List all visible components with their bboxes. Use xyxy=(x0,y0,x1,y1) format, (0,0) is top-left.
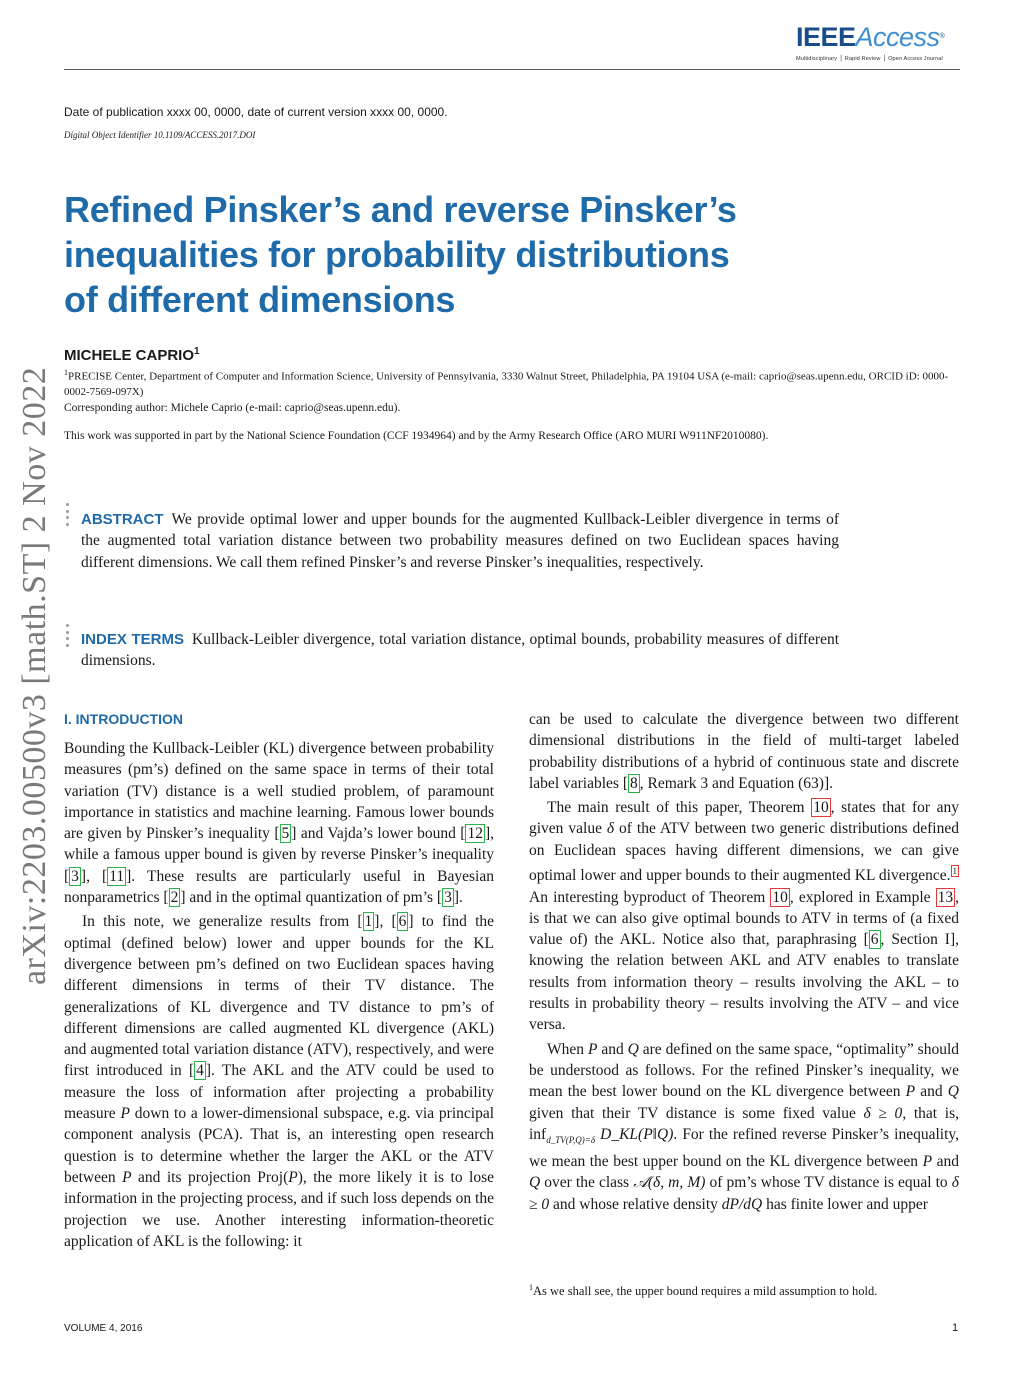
citation-link[interactable]: 11 xyxy=(109,867,125,885)
index-terms-dots xyxy=(66,624,70,650)
affiliation: $^1$PRECISE Center, Department of Computer and Information Science, University of Pennsylvania, 3330 Walnut Street, Philadelphia, PA 19104 USA (e-mail: caprio@seas.upenn.edu, ORCID iD: 0000-0002-7569-097X) xyxy=(64,368,949,398)
citation-link[interactable]: 6 xyxy=(870,931,879,949)
citation-link[interactable]: 1 xyxy=(364,913,373,931)
index-terms-label: INDEX TERMS xyxy=(81,631,185,648)
left-column xyxy=(64,738,494,1252)
index-terms xyxy=(81,629,839,672)
citation-link[interactable]: 2 xyxy=(170,889,179,907)
header-rule xyxy=(64,69,960,70)
abstract-label: ABSTRACT xyxy=(81,511,164,528)
logo-tagline: Multidisciplinary ⎪ Rapid Review ⎪ Open Access Journal xyxy=(796,56,943,62)
arxiv-stamp: arXiv:2203.00500v3 [math.ST] 2 Nov 2022 xyxy=(16,366,53,985)
author-sup: 1 xyxy=(194,346,200,357)
paragraph: can be used to calculate the divergence between two different dimensional distributions in the field of multi-target labeled probability distributions of a hybrid of continuous state and discrete label variables [ 8 , Remark 3 and Equation (63)]. xyxy=(529,711,959,792)
corresponding-author: Corresponding author: Michele Caprio (e-mail: caprio@seas.upenn.edu). xyxy=(64,402,401,414)
title-line: inequalities for probability distributions xyxy=(64,234,730,275)
logo-access: Access xyxy=(855,22,940,52)
right-column xyxy=(529,709,959,1215)
paper-title xyxy=(64,187,864,322)
funding-note: This work was supported in part by the National Science Foundation (CCF 1934964) and by the Army Research Office (ARO MURI W911NF2010080). xyxy=(64,430,769,442)
abstract-text: We provide optimal lower and upper bounds for the augmented Kullback-Leibler divergence in terms of the augmented total variation distance between two probability measures defined on two Euclidean spaces having different dimensions. We call them refined Pinsker’s and reverse Pinsker’s inequalities, respectively. xyxy=(81,511,839,571)
citation-link[interactable]: 12 xyxy=(467,825,483,843)
section-heading: I. INTRODUCTION xyxy=(64,711,183,727)
paragraph: The main result of this paper, Theorem 10 , states that for any given value δ of the ATV between two generic distributions defined on Euclidean spaces having different dimensions, we can give optimal lower and upper bounds to their augmented KL divergence. $^1$ An interesting byproduct of Theorem 10 , explored in Example 13 , is that we can also give optimal bounds to ATV in terms of (a fixed value of) the AKL. Notice also that, paraphrasing [ 6 , Section I], knowing the relation between AKL and ATV enables to translate results from information theory – results involving the AKL – to results in probability theory – results involving the ATV – and vice versa. xyxy=(529,799,960,1034)
index-terms-text: Kullback-Leibler divergence, total variation distance, optimal bounds, probability measures of different dimensions. xyxy=(81,631,840,670)
publication-date: Date of publication xxxx 00, 0000, date of current version xxxx 00, 0000. xyxy=(64,105,448,119)
logo-registered: ® xyxy=(939,33,945,40)
title-line: of different dimensions xyxy=(64,279,456,320)
doi: Digital Object Identifier 10.1109/ACCESS.2017.DOI xyxy=(64,130,256,140)
citation-link[interactable]: 8 xyxy=(629,774,638,792)
volume-footer: VOLUME 4, 2016 xyxy=(64,1323,143,1334)
citation-link[interactable]: 6 xyxy=(398,913,407,931)
example-link[interactable]: 13 xyxy=(937,888,954,906)
citation-link[interactable]: 5 xyxy=(281,825,290,843)
citation-link[interactable]: 4 xyxy=(196,1062,204,1080)
title-line: Refined Pinsker’s and reverse Pinsker’s xyxy=(64,189,737,230)
author-name: MICHELE CAPRIO$^1$ xyxy=(64,346,200,364)
abstract xyxy=(81,509,839,573)
paragraph: In this note, we generalize results from [ 1 ], [ 6 ] to find the optimal (defined below) lower and upper bounds for the KL divergence between pm’s defined on two Euclidean spaces having different dimensions in terms of their TV distance. The generalizations of KL divergence and TV distance to pm’s of different dimensions are called augmented KL divergence (AKL) and augmented total variation distance (ATV), respectively, and were first introduced in [ 4 ]. The AKL and the ATV could be used to measure the loss of information after projecting a probability measure P down to a lower-dimensional subspace, e.g. via principal component analysis (PCA). That is, an interesting open research question is to determine whether the larger the AKL or the ATV between P and its projection Proj(P), the more likely it is to lose information in the projecting process, and if such loss depends on the projection we use. Another interesting information-theoretic application of AKL is the following: it xyxy=(64,913,495,1250)
paragraph: Bounding the Kullback-Leibler (KL) divergence between probability measures (pm’s) defined on the same space in terms of their total variation (TV) distance is a well studied problem, of paramount importance in statistics and machine learning. Famous lower bounds are given by Pinsker’s inequality [ 5 ] and Vajda’s lower bound [ 12 ], while a famous upper bound is given by reverse Pinsker’s inequality [ 3 ], [ 11 ]. These results are particularly useful in Bayesian nonparametrics [ 2 ] and in the optimal quantization of pm’s [ 3 ]. xyxy=(64,740,495,907)
ieee-access-logo xyxy=(796,22,956,68)
theorem-link[interactable]: 10 xyxy=(772,888,788,906)
page-number: 1 xyxy=(952,1322,959,1334)
logo-ieee: IEEE xyxy=(796,22,856,52)
citation-link[interactable]: 3 xyxy=(444,889,452,907)
footnote-link[interactable]: 1 xyxy=(952,866,957,877)
theorem-link[interactable]: 10 xyxy=(813,799,829,817)
abstract-dots xyxy=(66,503,70,529)
paragraph: When P and Q are defined on the same space, “optimality” should be understood as follows. For the refined Pinsker’s inequality, we mean the best lower bound on the KL divergence between P and Q given that their TV distance is some fixed value δ ≥ 0, that is, inf$_{d\_TV(P,Q)=\delta}$ D_KL(P‖Q). For the refined reverse Pinsker’s inequality, we mean the best upper bound on the KL divergence between P and Q over the class 𝒜(δ, m, M) of pm’s whose TV distance is equal to δ ≥ 0 and whose relative density dP/dQ has finite lower and upper xyxy=(529,1040,960,1213)
citation-link[interactable]: 3 xyxy=(71,867,79,885)
footnote: $^1$As we shall see, the upper bound requires a mild assumption to hold. xyxy=(529,1283,878,1299)
